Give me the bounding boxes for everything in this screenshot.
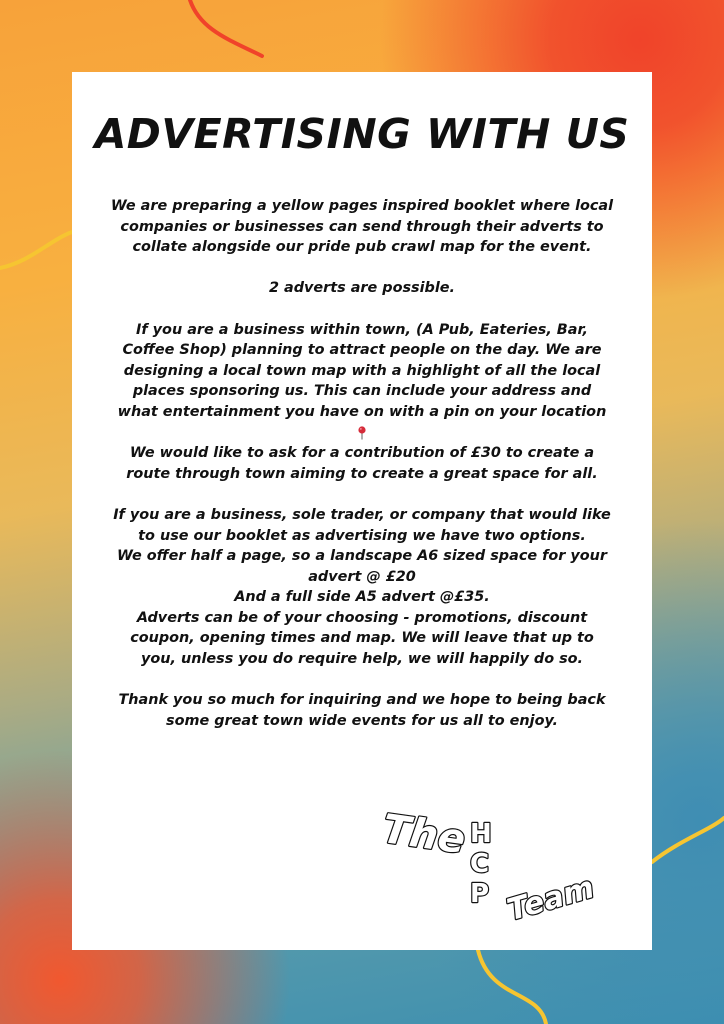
options-line: And a full side A5 advert @£35. — [234, 589, 490, 606]
options-line: you, unless you do require help, we will happily do so. — [140, 651, 584, 668]
contribution-line: route through town aiming to create a great space for all. — [126, 465, 598, 482]
adverts-count: 2 adverts are possible. — [268, 280, 456, 297]
signature-letter-p: P — [470, 879, 490, 909]
intro-line: collate alongside our pride pub crawl map for the event. — [132, 239, 592, 256]
business-line: what entertainment you have on with a pin on your location — [117, 403, 607, 420]
intro-line: companies or businesses can send through their adverts to — [120, 218, 604, 235]
signature-team: Team — [503, 870, 599, 928]
contribution-line: We would like to ask for a contribution of £30 to create a — [129, 445, 595, 462]
hcp-team-signature-logo — [376, 798, 616, 928]
options-line: coupon, opening times and map. We will leave that up to — [130, 630, 594, 647]
intro-line: We are preparing a yellow pages inspired booklet where local — [110, 198, 614, 214]
business-line: If you are a business within town, (A Pub, Eateries, Bar, — [136, 321, 588, 338]
thanks-line: Thank you so much for inquiring and we hope to being back — [118, 692, 606, 709]
business-line: designing a local town map with a highlight of all the local — [123, 362, 601, 379]
pin-line — [100, 423, 624, 444]
left-squiggle — [0, 232, 72, 268]
bottom-squiggle — [478, 950, 546, 1024]
business-line: Coffee Shop) planning to attract people on the day. We are — [122, 342, 602, 359]
page-title: ADVERTISING WITH US — [94, 110, 630, 158]
options-line: advert @ £20 — [308, 568, 416, 585]
thanks-line: some great town wide events for us all to enjoy. — [166, 712, 558, 729]
options-line: If you are a business, sole trader, or company that would like — [113, 506, 611, 523]
poster-body — [100, 196, 624, 731]
right-squiggle — [652, 818, 724, 862]
signature-letter-h: H — [470, 819, 492, 849]
top-left-squiggle — [190, 0, 262, 56]
signature-the: The — [379, 806, 469, 864]
options-line: We offer half a page, so a landscape A6 sized space for your — [117, 548, 607, 565]
signature-letter-c: C — [470, 849, 490, 879]
options-line: to use our booklet as advertising we have two options. — [138, 527, 586, 544]
business-line: places sponsoring us. This can include your address and — [132, 383, 592, 400]
round-pushpin-icon — [357, 426, 367, 440]
options-line: Adverts can be of your choosing - promotions, discount — [136, 609, 588, 626]
